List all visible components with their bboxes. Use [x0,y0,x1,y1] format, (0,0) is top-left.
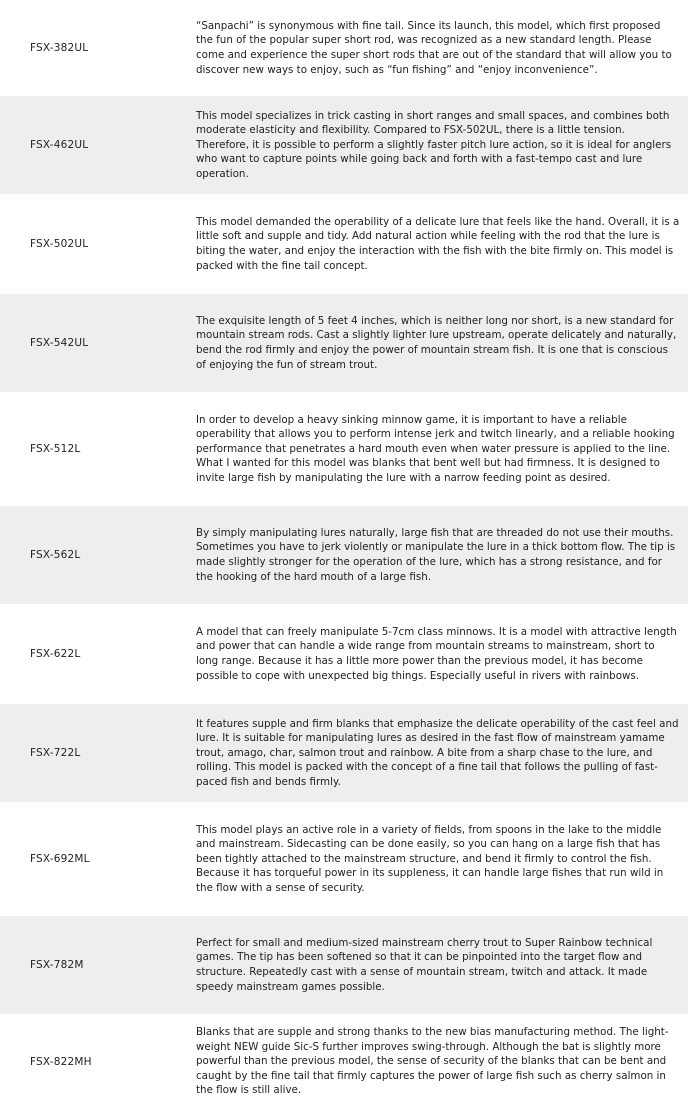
model-name: FSX-562L [0,506,166,604]
table-row [0,916,688,1014]
model-name: FSX-782M [0,916,166,1014]
table-row [0,392,688,506]
model-name: FSX-382UL [0,0,166,96]
model-description: By simply manipulating lures naturally, large fish that are threaded do not use their mouths. Sometimes you have to jerk violently or manipulate the lure in a thick bottom flow. The tip is made slightly stronger for the operation of the lure, which has a strong resistance, and for the hooking of the hard mouth of a large fish. [166,506,688,604]
model-description: The exquisite length of 5 feet 4 inches, which is neither long nor short, is a new standard for mountain stream rods. Cast a slightly lighter lure upstream, operate delicately and naturally, bend the rod firmly and enjoy the power of mountain stream fish. It is one that is conscious of enjoying the fun of stream trout. [166,294,688,392]
model-description: A model that can freely manipulate 5-7cm class minnows. It is a model with attractive length and power that can handle a wide range from mountain streams to mainstream, short to long range. Because it has a little more power than the previous model, it has become possible to cope with unexpected big things. Especially useful in rivers with rainbows. [166,604,688,704]
table-row [0,1014,688,1109]
table-row [0,0,688,96]
model-name: FSX-722L [0,704,166,802]
table-row [0,96,688,194]
model-description: Perfect for small and medium-sized mainstream cherry trout to Super Rainbow technical games. The tip has been softened so that it can be pinpointed into the target flow and structure. Repeatedly cast with a sense of mountain stream, twitch and attack. It made speedy mainstream games possible. [166,916,688,1014]
table-row [0,294,688,392]
model-name: FSX-512L [0,392,166,506]
model-description: Blanks that are supple and strong thanks to the new bias manufacturing method. The light-weight NEW guide Sic-S further improves swing-through. Although the bat is slightly more powerful than the previous model, the sense of security of the blanks that can be bent and caught by the fine tail that firmly captures the power of large fish such as cherry salmon in the flow is still alive. [166,1014,688,1109]
table-row [0,194,688,294]
model-description: This model specializes in trick casting in short ranges and small spaces, and combines both moderate elasticity and flexibility. Compared to FSX-502UL, there is a little tension. Therefore, it is possible to perform a slightly faster pitch lure action, so it is ideal for anglers who want to capture points while going back and forth with a fast-tempo cast and lure operation. [166,96,688,194]
model-name: FSX-622L [0,604,166,704]
model-name: FSX-462UL [0,96,166,194]
model-name: FSX-822MH [0,1014,166,1109]
table-row [0,802,688,916]
model-description: It features supple and firm blanks that emphasize the delicate operability of the cast feel and lure. It is suitable for manipulating lures as desired in the fast flow of mainstream yamame trout, amago, char, salmon trout and rainbow. A bite from a sharp chase to the lure, and rolling. This model is packed with the concept of a fine tail that follows the pulling of fast-paced fish and bends firmly. [166,704,688,802]
model-name: FSX-502UL [0,194,166,294]
model-name: FSX-692ML [0,802,166,916]
table-row [0,506,688,604]
model-description: “Sanpachi” is synonymous with fine tail. Since its launch, this model, which first proposed the fun of the popular super short rod, was recognized as a new standard length. Please come and experience the super short rods that are out of the standard that will allow you to discover new ways to enjoy, such as “fun fishing” and “enjoy inconvenience”. [166,0,688,96]
model-description: This model plays an active role in a variety of fields, from spoons in the lake to the middle and mainstream. Sidecasting can be done easily, so you can hang on a large fish that has been tightly attached to the mainstream structure, and bend it firmly to control the fish. Because it has torqueful power in its suppleness, it can handle large fishes that run wild in the flow with a sense of security. [166,802,688,916]
table-row [0,704,688,802]
table-row [0,604,688,704]
model-description: In order to develop a heavy sinking minnow game, it is important to have a reliable operability that allows you to perform intense jerk and twitch linearly, and a reliable hooking performance that penetrates a hard mouth even when water pressure is applied to the line. What I wanted for this model was blanks that bent well but had firmness. It is designed to invite large fish by manipulating the lure with a narrow feeding point as desired. [166,392,688,506]
model-description: This model demanded the operability of a delicate lure that feels like the hand. Overall, it is a little soft and supple and tidy. Add natural action while feeling with the rod that the lure is biting the water, and enjoy the interaction with the fish with the bite firmly on. This model is packed with the fine tail concept. [166,194,688,294]
model-name: FSX-542UL [0,294,166,392]
